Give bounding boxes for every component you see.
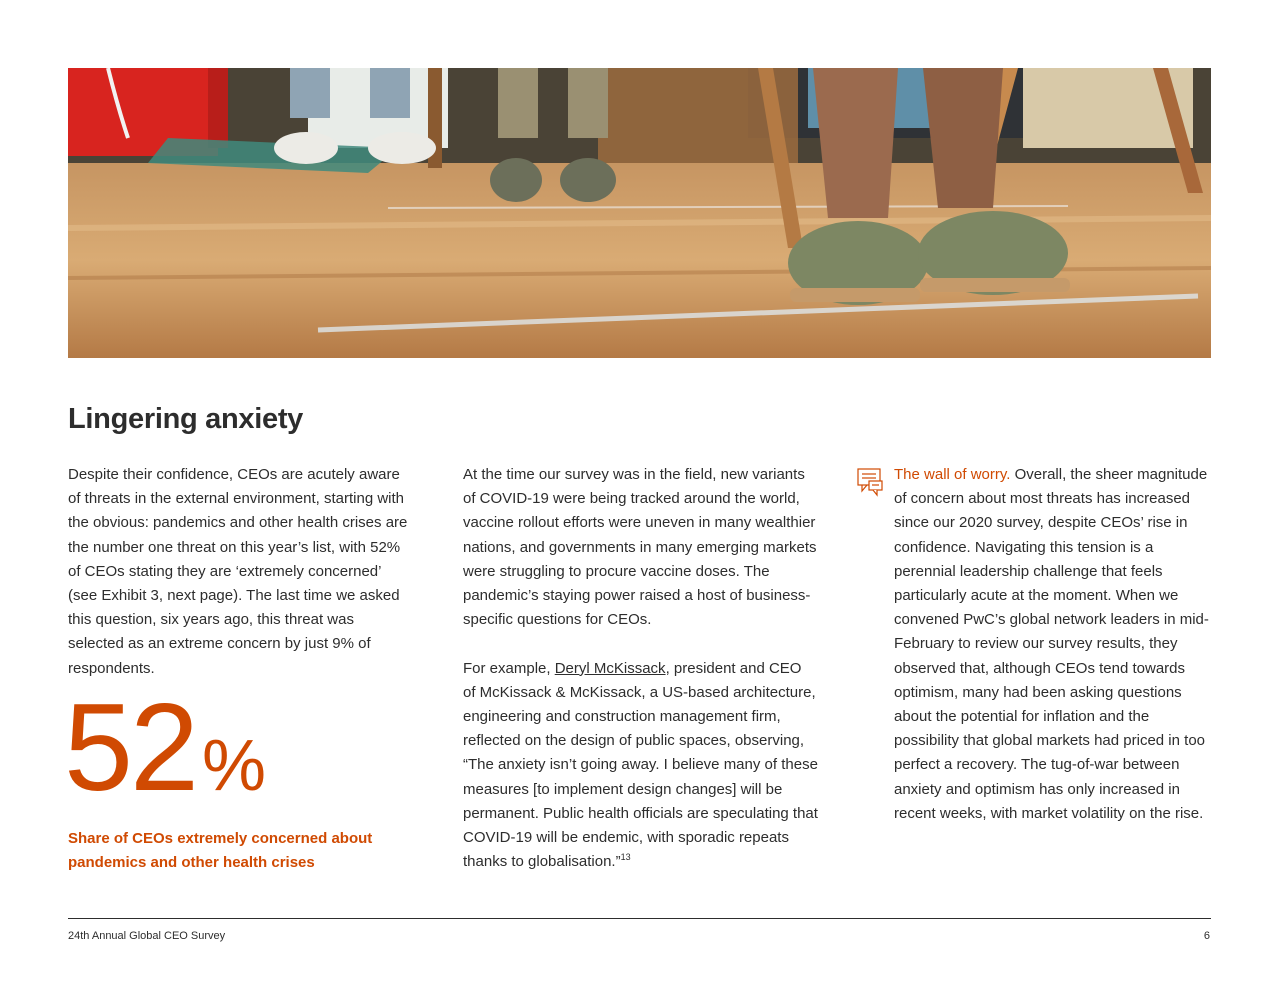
column3-paragraph xyxy=(894,463,1214,826)
stat-caption: Share of CEOs extremely concerned about pandemics and other health crises xyxy=(68,830,373,872)
footnote-ref: 13 xyxy=(620,852,631,863)
quote-bubble-icon xyxy=(856,467,884,497)
column2-paragraph-1: At the time our survey was in the field, new variants of COVID-19 were being tracked around the world, vaccine rollout efforts were uneven in many wealthier nations, and governments in many emerging markets were struggling to procure vaccine doses. The pandemic’s staying power raised a host of business-specific questions for CEOs. xyxy=(463,466,817,629)
stat-number: 52 xyxy=(64,679,196,817)
hero-photo-illustration xyxy=(68,68,1211,358)
body-column-3 xyxy=(894,463,1214,826)
column3-lead: The wall of worry. xyxy=(894,466,1011,483)
footer-divider xyxy=(68,918,1211,919)
section-heading: Lingering anxiety xyxy=(68,403,303,435)
stat-unit: % xyxy=(201,726,266,806)
person-link[interactable]: Deryl McKissack xyxy=(554,659,666,677)
column2-p2-before: For example, xyxy=(463,659,555,677)
body-column-2 xyxy=(463,463,818,874)
column2-p2-after: , president and CEO of McKissack & McKissack, a US-based architecture, engineering and construction management firm, reflected on the design of public spaces, observing, “The anxiety isn’t going away. I believe many of these measures [to implement design changes] will be permanent. Public health officials are speculating that COVID-19 will be endemic, with sporadic repeats thanks to globalisation.” xyxy=(463,659,818,871)
big-stat xyxy=(64,679,266,817)
page-number: 6 xyxy=(1203,930,1210,942)
footer-title: 24th Annual Global CEO Survey xyxy=(68,930,226,942)
hero-photo xyxy=(68,68,1211,358)
body-column-1 xyxy=(68,463,413,681)
column2-paragraph-2 xyxy=(463,657,818,875)
column3-text: Overall, the sheer magnitude of concern about most threats has increased since our 2020 survey, despite CEOs’ rise in confidence. Navigating this tension is a perennial leadership challenge that feels particularly acute at the moment. When we convened PwC’s global network leaders in mid-February to review our survey results, they observed that, although CEOs tend towards optimism, many had been asking questions about the potential for inflation and the possibility that global markets had priced in too perfect a recovery. The tug-of-war between anxiety and optimism has only increased in recent weeks, with market volatility on the rise. xyxy=(894,466,1209,822)
column1-paragraph: Despite their confidence, CEOs are acutely aware of threats in the external environment, starting with the obvious: pandemics and other health crises are the number one threat on this year’s list, with 52% of CEOs stating they are ‘extremely concerned’ (see Exhibit 3, next page). The last time we asked this question, six years ago, this threat was selected as an extreme concern by just 9% of respondents. xyxy=(68,466,408,677)
